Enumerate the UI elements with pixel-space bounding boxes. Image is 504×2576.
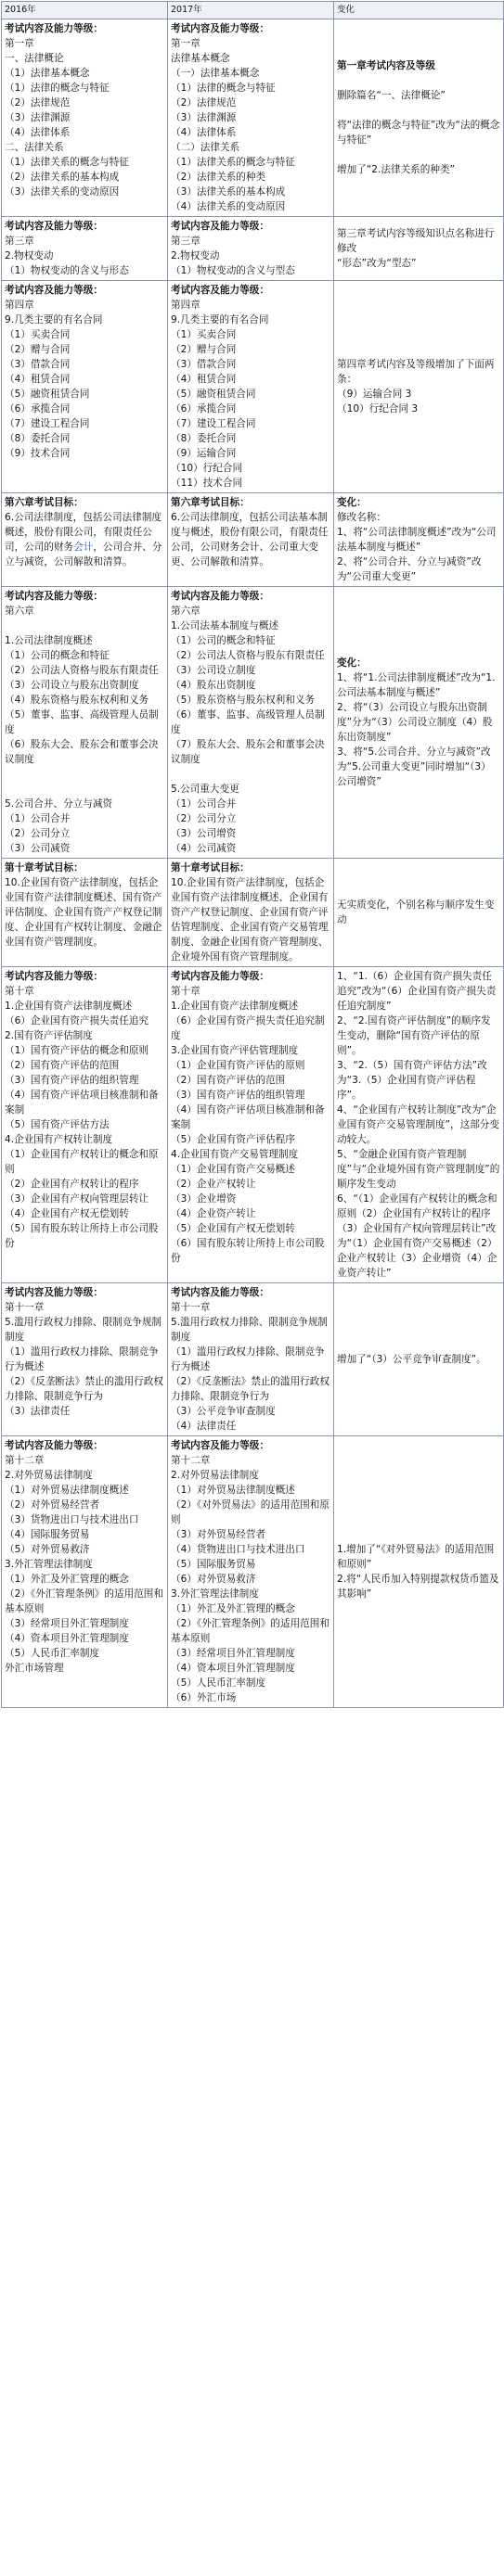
- line-text: （1）公司合并: [5, 813, 71, 824]
- line-text: （2）法律关系的基本构成: [5, 172, 120, 183]
- cell-2016: [2, 1436, 168, 1708]
- section-heading: 考试内容及能力等级：: [5, 1440, 103, 1451]
- line-text: 2.物权变动: [171, 250, 220, 261]
- section-heading: 考试内容及能力等级：: [5, 285, 103, 296]
- line-text: （1）法律基本概念: [5, 68, 90, 79]
- line-text: （2）赠与合同: [5, 344, 71, 355]
- line-text: （11）技术合同: [171, 478, 243, 489]
- line-text: 2、将“公司合并、分立与减资”改为“公司重大变更”: [337, 556, 482, 582]
- header-row: [2, 2, 504, 19]
- line-text: 6.公司法律制度，包括公司法律制度概述，股份有限公司，有限责任公司，公司的财务会计，公司合并、分立与减资，公司解散和清算。: [5, 512, 162, 567]
- line-text: （3）法律渊源: [171, 112, 237, 123]
- header-2016: 2016年: [2, 2, 168, 19]
- line-text: [171, 767, 330, 782]
- cell-change: [334, 1283, 504, 1436]
- line-text: 1.公司法律制度概述: [5, 635, 93, 646]
- section-heading: 考试内容及能力等级：: [171, 221, 269, 232]
- line-text: （2）法律规范: [5, 97, 71, 108]
- line-text: 6、“（1）企业国有产权转让的概念和原则（2）企业国有产权转让的程序（3）企业国有产权向管理层转让”改为“（1）企业国有资产交易概述（2）企业产权转让（3）企业增资（4）企业资产转让”: [337, 1193, 498, 1279]
- line-text: （9）运输合同 3: [337, 389, 412, 400]
- cell-2017: [168, 859, 334, 967]
- line-text: （3）法律渊源: [5, 112, 71, 123]
- cell-2017: [168, 493, 334, 587]
- section-heading: 第十章考试目标：: [171, 862, 250, 874]
- line-text: （4）国际服务贸易: [5, 1529, 90, 1540]
- line-text: （4）资本项目外汇管理制度: [5, 1633, 129, 1644]
- line-text: 第一章: [171, 38, 200, 49]
- table-row: [2, 967, 504, 1283]
- line-text: 第三章: [171, 236, 200, 247]
- line-text: （2）《外汇管理条例》的适用范围和基本原则: [5, 1588, 163, 1614]
- comparison-document: [1, 1, 503, 1708]
- line-text: [337, 103, 500, 118]
- line-text: （2）企业国有产权转让的程序: [5, 1179, 139, 1190]
- line-text: （5）企业国有产权无偿划转: [171, 1223, 295, 1234]
- line-text: 3.企业国有资产评估管理制度: [171, 1045, 299, 1056]
- section-heading: 考试内容及能力等级：: [5, 221, 103, 232]
- line-text: （6）承揽合同: [171, 403, 237, 414]
- line-text: （6）董事、监事、高级管理人员制度: [171, 709, 325, 735]
- line-text: 第一章: [5, 38, 34, 49]
- line-text: （5）国有资产评估方法: [5, 1119, 110, 1130]
- line-text: （3）借款合同: [5, 359, 71, 370]
- line-text: （5）人民币汇率制度: [5, 1648, 100, 1659]
- line-text: [5, 767, 164, 782]
- section-heading: 考试内容及能力等级：: [5, 971, 103, 982]
- line-text: （8）委托合同: [171, 433, 237, 444]
- line-text: “形态”改为“型态”: [337, 258, 417, 269]
- line-text: 2、将“（3）公司设立与股东出资制度”分为“（3）公司设立制度（4）股东出资制度”: [337, 702, 493, 743]
- line-text: 1、将“1.公司法律制度概述”改为“1.公司法基本制度与概述”: [337, 672, 496, 698]
- section-heading: 考试内容及能力等级：: [5, 1287, 103, 1298]
- line-text: 10.企业国有资产法律制度，包括企业国有资产法律制度概述、国有资产评估制度、企业国有资产产权登记制度、企业国有产权转让制度、金融企业国有资产管理制度。: [5, 877, 162, 948]
- line-text: 3、将“5.公司合并、分立与减资”改为“5.公司重大变更”同时增加“（3）公司增资”: [337, 746, 491, 787]
- line-text: （4）股东出资制度: [171, 680, 256, 691]
- line-text: （6）外汇市场: [171, 1692, 237, 1703]
- line-text: 3.外汇管理法律制度: [5, 1559, 93, 1570]
- cell-change: [334, 1436, 504, 1708]
- line-text: （3）法律责任: [5, 1406, 71, 1417]
- section-heading: 考试内容及能力等级：: [171, 591, 269, 602]
- line-text: （3）国有资产评估的组织管理: [171, 1090, 305, 1101]
- cell-2017: [168, 217, 334, 281]
- line-text: （1）对外贸易法律制度概述: [5, 1485, 129, 1496]
- line-text: 5.公司合并、分立与减资: [5, 798, 113, 810]
- section-heading: 考试内容及能力等级：: [171, 971, 269, 982]
- cell-2017: [168, 967, 334, 1283]
- line-text: （3）公司减资: [5, 843, 71, 854]
- line-text: （8）委托合同: [5, 433, 71, 444]
- line-text: （6）承揽合同: [5, 403, 71, 414]
- line-text: （1）法律的概念与特征: [171, 83, 276, 94]
- line-text: 第六章: [171, 606, 200, 617]
- line-text: 9.几类主要的有名合同: [5, 314, 103, 325]
- cell-2016: [2, 217, 168, 281]
- line-text: 4、“企业国有产权转让制度”改为“企业国有资产交易管理制度”，这部分变动较大。: [337, 1104, 499, 1145]
- line-text: 第四章: [5, 300, 34, 311]
- line-text: 2.对外贸易法律制度: [5, 1470, 93, 1481]
- cell-2016: [2, 493, 168, 587]
- line-text: （2）《外汇管理条例》的适用范围和基本原则: [171, 1618, 330, 1644]
- line-text: （3）经常项目外汇管理制度: [5, 1618, 129, 1629]
- line-text: （4）租赁合同: [171, 374, 237, 385]
- line-text: 1.公司法基本制度与概述: [171, 620, 279, 631]
- table-row: [2, 217, 504, 281]
- line-text: 第十章: [5, 986, 34, 997]
- table-row: [2, 859, 504, 967]
- line-text: （3）公司设立制度: [171, 665, 256, 676]
- line-text: （1）对外贸易法律制度概述: [171, 1485, 295, 1496]
- line-text: （1）外汇及外汇管理的概念: [171, 1603, 295, 1614]
- line-text: （1）公司的概念和特征: [171, 635, 276, 646]
- cell-2016: [2, 859, 168, 967]
- line-text: 增加了“（3）公平竞争审查制度”。: [337, 1354, 486, 1365]
- cell-change: [334, 859, 504, 967]
- line-text: 一、法律概论: [5, 53, 64, 64]
- line-text: 第十章: [171, 986, 200, 997]
- line-text: （4）公司减资: [171, 843, 237, 854]
- line-text: （6）对外贸易救济: [171, 1574, 256, 1585]
- line-text: 删除篇名“一、法律概论”: [337, 90, 446, 101]
- line-text: （2）《反垄断法》禁止的滥用行政权力排除、限制竞争行为: [171, 1376, 330, 1402]
- line-text: （3）经常项目外汇管理制度: [171, 1648, 295, 1659]
- line-text: 第十二章: [5, 1455, 45, 1466]
- line-text: （5）融资租赁合同: [5, 389, 90, 400]
- section-heading: 考试内容及能力等级：: [5, 23, 103, 34]
- cell-2016: [2, 281, 168, 493]
- line-text: （3）公平竞争审查制度: [171, 1406, 276, 1417]
- line-text: （6）国有股东转让所持上市公司股份: [171, 1238, 325, 1264]
- table-row: [2, 587, 504, 859]
- line-text: 外汇市场管理: [5, 1663, 64, 1674]
- line-text: （5）国际服务贸易: [171, 1559, 256, 1570]
- section-heading: 变化：: [337, 657, 367, 669]
- table-header: [2, 2, 504, 19]
- line-text: （4）法律体系: [5, 127, 71, 138]
- line-text: 5、“金融企业国有资产管理制度”与“企业境外国有资产管理制度”的顺序发生变动: [337, 1149, 500, 1190]
- line-text: （3）公司增资: [171, 828, 237, 839]
- line-text: （1）外汇及外汇管理的概念: [5, 1574, 129, 1585]
- cell-2016: [2, 587, 168, 859]
- line-text: （1）法律的概念与特征: [5, 83, 110, 94]
- cell-2017: [168, 1283, 334, 1436]
- line-text: （2）法律规范: [171, 97, 237, 108]
- line-text: 2.对外贸易法律制度: [171, 1470, 259, 1481]
- line-text: 2、“2.国有资产评估制度”的顺序发生变动，删除“国有资产评估的原则”。: [337, 1015, 491, 1056]
- line-text: （2）国有资产评估的范围: [171, 1075, 286, 1086]
- line-text: （7）股东大会、股东会和董事会决议制度: [171, 739, 325, 765]
- line-text: （5）人民币汇率制度: [171, 1677, 266, 1689]
- line-text: （4）法律体系: [171, 127, 237, 138]
- line-text: 1、“1.（6）企业国有资产损失责任追究”改为“（6）企业国有资产损失责任追究制度”: [337, 971, 497, 1012]
- line-text: （3）对外贸易经营者: [171, 1529, 266, 1540]
- section-heading: 变化：: [337, 497, 367, 508]
- line-text: （5）国有股东转让所持上市公司股份: [5, 1223, 159, 1249]
- line-text: （3）国有资产评估的组织管理: [5, 1075, 139, 1086]
- line-text: 5.滥用行政权力排除、限制竞争规制制度: [171, 1317, 329, 1343]
- line-text: （1）法律关系的概念与特征: [171, 157, 295, 168]
- line-text: [337, 147, 500, 162]
- line-text: （2）对外贸易经营者: [5, 1499, 100, 1511]
- line-text: 二、法律关系: [5, 142, 64, 153]
- line-text: （10）行纪合同: [171, 463, 243, 474]
- line-text: 修改名称：: [337, 512, 386, 523]
- table-row: [2, 1283, 504, 1436]
- table-row: [2, 281, 504, 493]
- line-text: （2）《反垄断法》禁止的滥用行政权力排除、限制竞争行为: [5, 1376, 163, 1402]
- line-text: （2）企业产权转让: [171, 1179, 256, 1190]
- line-text: （3）借款合同: [171, 359, 237, 370]
- line-text: （1）企业国有资产交易概述: [171, 1164, 295, 1175]
- section-heading: 考试内容及能力等级：: [5, 591, 103, 602]
- line-text: （5）对外贸易救济: [5, 1544, 90, 1555]
- line-text: （3）货物进出口与技术进出口: [5, 1514, 139, 1525]
- header-2017: 2017年: [168, 2, 334, 19]
- line-text: （1）公司合并: [171, 798, 237, 810]
- line-text: （2）法律关系的种类: [171, 172, 266, 183]
- line-text: 1.增加了“《对外贸易法》的适用范围和原则”: [337, 1544, 495, 1570]
- line-text: （10）行纪合同 3: [337, 403, 419, 414]
- line-text: （4）国有资产评估项目核准制和备案制: [5, 1090, 159, 1116]
- cell-change: [334, 967, 504, 1283]
- cell-2016: [2, 19, 168, 217]
- line-text: （2）公司法人资格与股东有限责任: [171, 650, 325, 661]
- line-text: （1）物权变动的含义与型态: [171, 265, 295, 276]
- line-text: 第十一章: [171, 1302, 211, 1313]
- line-text: 第四章考试内容及等级增加了下面两条：: [337, 359, 495, 385]
- line-text: （1）国有资产评估的概念和原则: [5, 1045, 149, 1056]
- syllabus-comparison-table: [1, 1, 504, 1708]
- line-text: （3）公司设立与股东出资制度: [5, 680, 139, 691]
- line-text: （9）技术合同: [5, 448, 71, 459]
- line-text: 1、将“公司法律制度概述”改为“公司法基本制度与概述”: [337, 527, 497, 553]
- header-change: 变化: [334, 2, 504, 19]
- section-heading: 第一章考试内容及等级: [337, 60, 435, 71]
- line-text: 2.将“人民币加入特别提款权货币篮及其影响”: [337, 1574, 499, 1600]
- line-text: 1.企业国有资产法律制度概述: [5, 1001, 133, 1012]
- line-text: 第四章: [171, 300, 200, 311]
- line-text: （5）股东资格与股东权利和义务: [171, 695, 316, 706]
- line-text: 5.公司重大变更: [171, 784, 239, 795]
- line-text: （4）股东资格与股东权利和义务: [5, 695, 149, 706]
- line-text: （6）股东大会、股东会和董事会决议制度: [5, 739, 159, 765]
- line-text: （4）法律关系的变动原因: [171, 201, 286, 212]
- line-text: （6）企业国有资产损失责任追究制度: [171, 1015, 325, 1041]
- line-text: （1）物权变动的含义与形态: [5, 265, 129, 276]
- line-text: （1）企业国有资产评估的原则: [171, 1060, 305, 1071]
- line-text: 6.公司法律制度，包括公司法基本制度与概述，股份有限公司，有限责任公司，公司财务会计、公司重大变更、公司解散和清算。: [171, 512, 329, 567]
- line-text: 4.企业国有产权转让制度: [5, 1134, 113, 1145]
- line-text: 法律基本概念: [171, 53, 230, 64]
- line-text: （1）滥用行政权力排除、限制竞争行为概述: [5, 1346, 159, 1372]
- cell-2017: [168, 19, 334, 217]
- cell-change: [334, 19, 504, 217]
- line-text: 2.国有资产评估制度: [5, 1030, 93, 1041]
- line-text: （1）滥用行政权力排除、限制竞争行为概述: [171, 1346, 325, 1372]
- line-text: 无实质变化，个别名称与顺序发生变动: [337, 899, 495, 925]
- line-text: 第三章考试内容等级知识点名称进行修改: [337, 228, 495, 254]
- line-text: （5）融资租赁合同: [171, 389, 256, 400]
- cell-change: [334, 281, 504, 493]
- line-text: [337, 73, 500, 88]
- line-text: （1）公司的概念和特征: [5, 650, 110, 661]
- line-text: （5）董事、监事、高级管理人员制度: [5, 709, 159, 735]
- line-text: （2）公司分立: [171, 813, 237, 824]
- line-text: 第十一章: [5, 1302, 45, 1313]
- line-text: （1）企业国有产权转让的概念和原则: [5, 1149, 159, 1175]
- section-heading: 第六章考试目标：: [171, 497, 250, 508]
- line-text: （3）企业国有产权向管理层转让: [5, 1193, 149, 1205]
- line-text: 将“法律的概念与特征”改为“法的概念与特征”: [337, 120, 500, 146]
- table-row: [2, 1436, 504, 1708]
- section-heading: 考试内容及能力等级：: [171, 285, 269, 296]
- table-body: [2, 19, 504, 1708]
- line-text: （7）建设工程合同: [5, 418, 90, 429]
- line-text: 3、“2.（5）国有资产评估方法”改为“3.（5）企业国有资产评估程序”。: [337, 1060, 487, 1101]
- section-heading: 考试内容及能力等级：: [171, 23, 269, 34]
- line-text: （3）企业增资: [171, 1193, 237, 1205]
- line-text: 第六章: [5, 606, 34, 617]
- cell-change: [334, 587, 504, 859]
- cell-change: [334, 493, 504, 587]
- line-text: （2）公司法人资格与股东有限责任: [5, 665, 159, 676]
- line-text: 增加了“2.法律关系的种类”: [337, 164, 456, 175]
- line-text: 1.企业国有资产法律制度概述: [171, 1001, 299, 1012]
- line-text: （2）公司分立: [5, 828, 71, 839]
- line-text: 9.几类主要的有名合同: [171, 314, 269, 325]
- line-text: [5, 618, 164, 633]
- line-text: 4.企业国有资产交易管理制度: [171, 1149, 299, 1160]
- section-heading: 考试内容及能力等级：: [171, 1287, 269, 1298]
- line-text: （6）企业国有资产损失责任追究: [5, 1015, 149, 1027]
- line-text: 2.物权变动: [5, 250, 54, 261]
- line-text: （4）法律责任: [171, 1421, 237, 1432]
- table-row: [2, 493, 504, 587]
- line-text: 3.外汇管理法律制度: [171, 1588, 259, 1600]
- line-text: [5, 782, 164, 797]
- line-text: （4）货物进出口与技术进出口: [171, 1544, 305, 1555]
- cell-2017: [168, 587, 334, 859]
- line-text: （一）法律基本概念: [171, 68, 260, 79]
- cell-2016: [2, 967, 168, 1283]
- section-heading: 第十章考试目标：: [5, 862, 84, 874]
- line-text: （4）国有资产评估项目核准制和备案制: [171, 1104, 325, 1130]
- cell-2017: [168, 281, 334, 493]
- section-heading: 考试内容及能力等级：: [171, 1440, 269, 1451]
- keyword-link[interactable]: 会计: [73, 542, 94, 553]
- line-text: （2）赠与合同: [171, 344, 237, 355]
- table-row: [2, 19, 504, 217]
- section-heading: 第六章考试目标：: [5, 497, 84, 508]
- cell-2016: [2, 1283, 168, 1436]
- line-text: （1）买卖合同: [171, 329, 237, 340]
- line-text: 5.滥用行政权力排除、限制竞争规制制度: [5, 1317, 162, 1343]
- line-text: （4）资本项目外汇管理制度: [171, 1663, 295, 1674]
- line-text: （4）企业资产转让: [171, 1208, 256, 1219]
- line-text: （7）建设工程合同: [171, 418, 256, 429]
- line-text: （1）买卖合同: [5, 329, 71, 340]
- line-text: （4）企业国有产权无偿划转: [5, 1208, 129, 1219]
- line-text: （1）法律关系的概念与特征: [5, 157, 129, 168]
- line-text: （3）法律关系的基本构成: [171, 186, 286, 198]
- line-text: （2）国有资产评估的范围: [5, 1060, 120, 1071]
- line-text: （4）租赁合同: [5, 374, 71, 385]
- cell-change: [334, 217, 504, 281]
- line-text: 第三章: [5, 236, 34, 247]
- line-text: （3）法律关系的变动原因: [5, 186, 120, 198]
- line-text: （5）企业国有资产评估程序: [171, 1134, 295, 1145]
- line-text: 10.企业国有资产法律制度，包括企业国有资产法律制度概述、企业国有资产产权登记制度、企业国有资产评估管理制度、企业国有资产交易管理制度、金融企业国有资产管理制度、企业境外国有资产管理制度。: [171, 877, 329, 963]
- line-text: 第十二章: [171, 1455, 211, 1466]
- cell-2017: [168, 1436, 334, 1708]
- line-text: （二）法律关系: [171, 142, 240, 153]
- line-text: （9）运输合同: [171, 448, 237, 459]
- line-text: （2）《对外贸易法》的适用范围和原则: [171, 1499, 330, 1525]
